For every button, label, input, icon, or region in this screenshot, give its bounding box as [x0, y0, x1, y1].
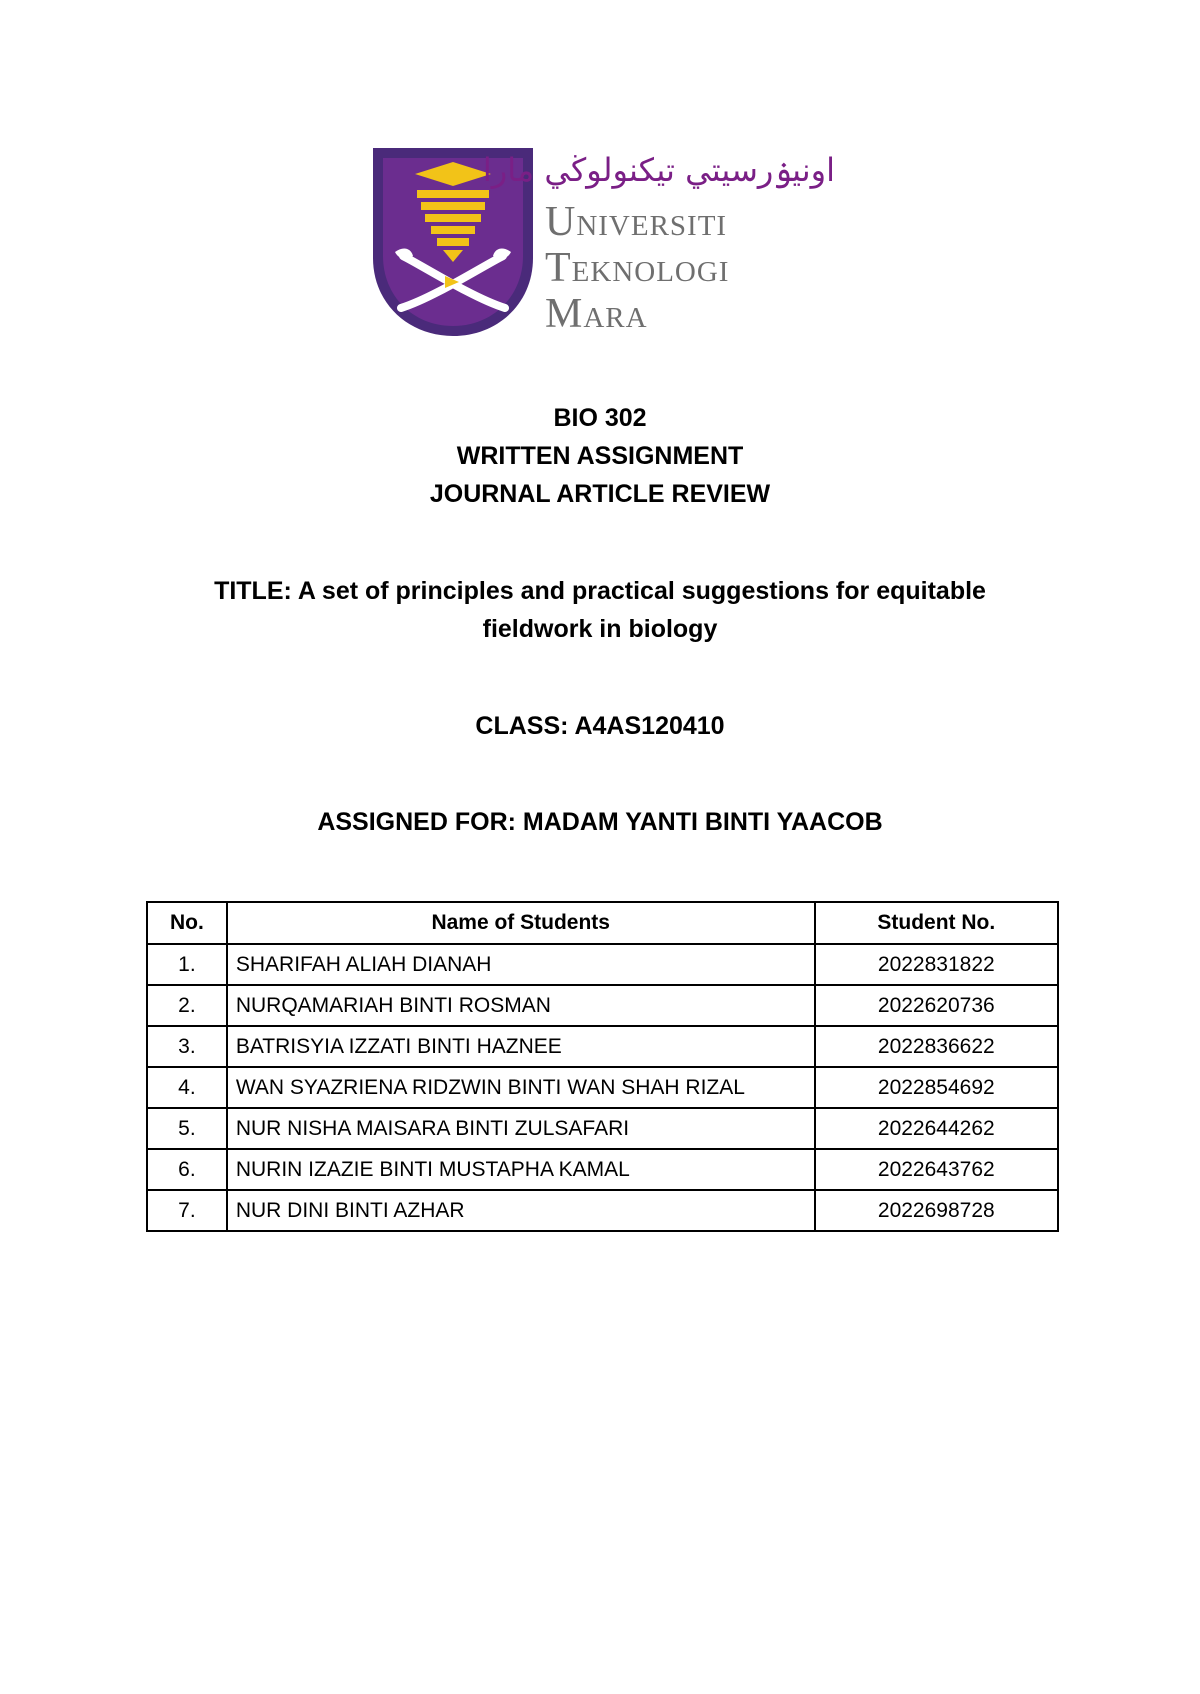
row-number: 6. [147, 1149, 227, 1190]
student-number: 2022698728 [815, 1190, 1058, 1231]
logo-word-universiti: Universiti [545, 199, 728, 245]
class-code: CLASS: A4AS120410 [475, 712, 725, 740]
row-number: 4. [147, 1067, 227, 1108]
student-name: WAN SYAZRIENA RIDZWIN BINTI WAN SHAH RIZAL [227, 1067, 815, 1108]
student-name: NUR DINI BINTI AZHAR [227, 1190, 815, 1231]
student-number: 2022831822 [815, 944, 1058, 985]
table-row [147, 1067, 1058, 1108]
table-row [147, 944, 1058, 985]
table-row [147, 985, 1058, 1026]
student-number: 2022836622 [815, 1026, 1058, 1067]
table-row [147, 1108, 1058, 1149]
student-number: 2022854692 [815, 1067, 1058, 1108]
row-number: 1. [147, 944, 227, 985]
student-name: NURIN IZAZIE BINTI MUSTAPHA KAMAL [227, 1149, 815, 1190]
assignment-header [0, 399, 1200, 513]
logo-jawi-text: اونيۏرسيتي تيكنولوڬي مارا [482, 151, 835, 189]
table-header-row [147, 902, 1058, 944]
logo-word-mara: Mara [545, 291, 648, 337]
article-title [150, 572, 1050, 648]
assignment-type: JOURNAL ARTICLE REVIEW [429, 480, 771, 508]
student-name: NURQAMARIAH BINTI ROSMAN [227, 985, 815, 1026]
row-number: 3. [147, 1026, 227, 1067]
student-name: SHARIFAH ALIAH DIANAH [227, 944, 815, 985]
logo-word-teknologi: Teknologi [545, 245, 730, 291]
university-logo [373, 148, 843, 338]
university-wordmark [482, 148, 845, 338]
student-name: BATRISYIA IZZATI BINTI HAZNEE [227, 1026, 815, 1067]
table-row [147, 1190, 1058, 1231]
table-row [147, 1026, 1058, 1067]
row-number: 2. [147, 985, 227, 1026]
student-number: 2022644262 [815, 1108, 1058, 1149]
row-number: 5. [147, 1108, 227, 1149]
title-line-2: fieldwork in biology [482, 615, 718, 643]
table-row [147, 1149, 1058, 1190]
student-number: 2022643762 [815, 1149, 1058, 1190]
assigned-lecturer: ASSIGNED FOR: MADAM YANTI BINTI YAACOB [317, 808, 883, 836]
student-number: 2022620736 [815, 985, 1058, 1026]
title-line-1: TITLE: A set of principles and practical suggestions for equitable [214, 577, 986, 605]
assignment-label: WRITTEN ASSIGNMENT [456, 442, 744, 470]
header-name: Name of Students [227, 902, 815, 944]
students-table [146, 901, 1059, 1232]
student-name: NUR NISHA MAISARA BINTI ZULSAFARI [227, 1108, 815, 1149]
header-no: No. [147, 902, 227, 944]
row-number: 7. [147, 1190, 227, 1231]
course-code: BIO 302 [553, 404, 647, 432]
header-student-no: Student No. [815, 902, 1058, 944]
